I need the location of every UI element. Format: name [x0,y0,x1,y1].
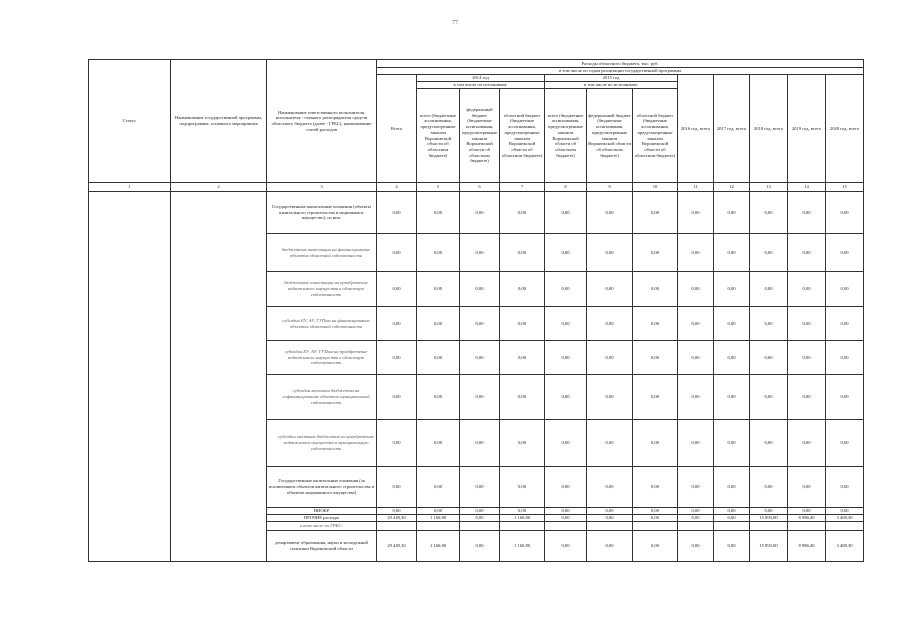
row-label: бюджетные инвестиции на финансирование объектов областной собственности [267,234,377,272]
value-cell: 0,00 [750,234,788,272]
value-cell: 0,00 [714,467,750,508]
row-label: в том числе по ГРБС: [267,521,377,530]
header-year-2016: 2016 год, всего [678,75,714,183]
program-cell [171,521,267,530]
value-cell: 0,00 [788,375,826,420]
value-cell: 1 160,80 [417,530,460,561]
value-cell: 0,00 [587,375,633,420]
value-cell: 0,00 [788,341,826,375]
value-cell: 0,00 [460,234,500,272]
row-label: ПРОЧИЕ расходы [267,514,377,521]
value-cell [750,521,788,530]
value-cell: 0,00 [417,272,460,307]
value-cell: 0,00 [500,420,545,467]
page-number: 77 [452,20,458,26]
status-cell [89,307,171,341]
value-cell: 0,00 [587,307,633,341]
value-cell: 0,00 [826,272,864,307]
value-cell: 0,00 [545,508,587,515]
header-total: Всего [377,75,417,183]
status-cell [89,420,171,467]
value-cell: 0,00 [417,341,460,375]
value-cell: 0,00 [826,192,864,234]
header-2014-src-regional: областной бюджет (бюджетные ассигнования, предусмотренные законом Воронежской области об областном бюджете) [500,89,545,183]
value-cell: 0,00 [714,530,750,561]
status-cell [89,508,171,515]
value-cell: 0,00 [545,375,587,420]
value-cell: 0,00 [587,192,633,234]
value-cell: 0,00 [545,467,587,508]
header-2015-by-sources: в том числе по источникам: [545,82,678,89]
header-2014-by-sources: в том числе по источникам: [417,82,545,89]
col-number: 7 [500,183,545,192]
value-cell: 0,00 [750,307,788,341]
value-cell: 0,00 [545,514,587,521]
status-cell [89,341,171,375]
header-year-2018: 2018 год, всего [750,75,788,183]
header-expenses-title: Расходы областного бюджета, тыс. руб. [377,60,864,68]
row-label: субсидии БУ, АУ, ГУПам на финансирование объектов областной собственности [267,307,377,341]
status-cell [89,521,171,530]
value-cell: 0,00 [500,508,545,515]
value-cell: 0,00 [500,307,545,341]
table-row [89,234,864,272]
value-cell: 0,00 [377,192,417,234]
value-cell: 0,00 [788,420,826,467]
value-cell: 0,00 [545,307,587,341]
row-label: департамент образования, науки и молодежной политики Воронежской области [267,530,377,561]
value-cell: 0,00 [377,508,417,515]
value-cell: 0,00 [545,272,587,307]
value-cell: 3 408,30 [826,530,864,561]
value-cell [678,521,714,530]
value-cell: 0,00 [633,375,678,420]
value-cell: 0,00 [826,307,864,341]
value-cell: 8 986,40 [788,514,826,521]
table-row [89,508,864,515]
value-cell: 0,00 [587,530,633,561]
col-number: 10 [633,183,678,192]
status-cell [89,530,171,561]
expenses-table [88,59,864,562]
row-label: бюджетные инвестиции на приобретение недвижимого имущества в областную собственность [267,272,377,307]
value-cell: 0,00 [460,530,500,561]
col-number: 14 [788,183,826,192]
value-cell: 0,00 [500,467,545,508]
value-cell: 0,00 [417,508,460,515]
row-label: Государственные капитальные вложения (за исключением объектов капитального строительства и объектов недвижимого имущества) [267,467,377,508]
header-2015-src-total: всего (бюджетные ассигнования, предусмотренные законом Воронежской области об областном бюджете) [545,89,587,183]
value-cell: 0,00 [750,467,788,508]
row-label: субсидии БУ, АУ, ГУПам на приобретение недвижимого имущества в областную собственность [267,341,377,375]
value-cell: 0,00 [714,272,750,307]
value-cell [500,521,545,530]
value-cell: 15 893,80 [750,530,788,561]
value-cell: 0,00 [788,467,826,508]
header-year-2017: 2017 год, всего [714,75,750,183]
value-cell: 0,00 [500,341,545,375]
value-cell: 0,00 [460,514,500,521]
value-cell: 29 449,30 [377,514,417,521]
value-cell: 0,00 [587,341,633,375]
value-cell: 0,00 [678,341,714,375]
value-cell: 3 408,30 [826,514,864,521]
header-year-2020: 2020 год, всего [826,75,864,183]
value-cell: 0,00 [545,341,587,375]
status-cell [89,514,171,521]
value-cell: 0,00 [460,307,500,341]
value-cell: 0,00 [460,508,500,515]
row-label: Государственные капитальные вложения (объекты капитального строительства и недвижимое имущество), из них: [267,192,377,234]
col-number: 8 [545,183,587,192]
program-cell [171,307,267,341]
value-cell: 0,00 [750,341,788,375]
value-cell: 0,00 [460,192,500,234]
value-cell: 1 160,80 [500,514,545,521]
program-cell [171,514,267,521]
value-cell: 0,00 [633,192,678,234]
value-cell: 0,00 [714,192,750,234]
program-cell [171,508,267,515]
table-row [89,467,864,508]
value-cell: 0,00 [788,272,826,307]
value-cell: 0,00 [826,420,864,467]
value-cell: 0,00 [417,467,460,508]
value-cell: 0,00 [678,307,714,341]
value-cell: 0,00 [500,192,545,234]
value-cell [826,521,864,530]
value-cell [545,521,587,530]
value-cell: 0,00 [750,375,788,420]
value-cell: 0,00 [633,234,678,272]
header-year-2019: 2019 год, всего [788,75,826,183]
value-cell: 0,00 [545,192,587,234]
col-number: 12 [714,183,750,192]
table-row [89,521,864,530]
value-cell: 0,00 [714,508,750,515]
value-cell: 0,00 [633,420,678,467]
header-2014-src-total: всего (бюджетные ассигнования, предусмотренные законом Воронежской области об областном бюджете) [417,89,460,183]
value-cell: 0,00 [678,375,714,420]
value-cell [377,521,417,530]
status-cell [89,375,171,420]
header-program-name: Наименование государственной программы, подпрограммы, основного мероприятия [171,60,267,183]
value-cell: 0,00 [678,467,714,508]
row-label: субсидии местным бюджетам на приобретение недвижимого имущества в муниципальную собственность [267,420,377,467]
header-2015-src-regional: областной бюджет (бюджетные ассигнования, предусмотренные законом Воронежской области об областном бюджете) [633,89,678,183]
value-cell: 0,00 [826,234,864,272]
value-cell [587,521,633,530]
value-cell: 0,00 [377,375,417,420]
value-cell: 0,00 [633,272,678,307]
value-cell: 0,00 [460,272,500,307]
col-number: 15 [826,183,864,192]
table-row [89,530,864,561]
program-cell [171,375,267,420]
value-cell [788,521,826,530]
value-cell: 0,00 [500,234,545,272]
status-cell [89,272,171,307]
value-cell: 0,00 [417,234,460,272]
value-cell: 0,00 [678,508,714,515]
value-cell: 0,00 [826,508,864,515]
status-cell [89,234,171,272]
value-cell [714,521,750,530]
value-cell: 0,00 [500,272,545,307]
value-cell: 0,00 [678,234,714,272]
value-cell: 0,00 [826,375,864,420]
table-row [89,514,864,521]
value-cell [417,521,460,530]
col-number: 1 [89,183,171,192]
value-cell: 15 893,80 [750,514,788,521]
value-cell: 0,00 [500,375,545,420]
col-number: 13 [750,183,788,192]
header-year-2014: 2014 год [417,75,545,82]
value-cell: 0,00 [460,467,500,508]
column-numbers-row [89,183,864,192]
value-cell: 0,00 [587,514,633,521]
header-2015-src-federal: федеральный бюджет (бюджетные ассигнования, предусмотренные законом Воронежской области об областном бюджете) [587,89,633,183]
value-cell: 0,00 [417,307,460,341]
value-cell: 0,00 [678,530,714,561]
value-cell: 0,00 [377,307,417,341]
value-cell: 0,00 [633,341,678,375]
value-cell: 0,00 [788,192,826,234]
col-number: 4 [377,183,417,192]
table-row [89,420,864,467]
value-cell: 0,00 [545,530,587,561]
value-cell: 0,00 [587,420,633,467]
value-cell: 8 986,40 [788,530,826,561]
value-cell: 0,00 [750,420,788,467]
row-label: НИОКР [267,508,377,515]
value-cell: 0,00 [545,420,587,467]
value-cell [633,521,678,530]
col-number: 9 [587,183,633,192]
value-cell: 0,00 [417,375,460,420]
value-cell: 0,00 [678,192,714,234]
value-cell: 0,00 [714,341,750,375]
table-row [89,307,864,341]
value-cell: 0,00 [377,272,417,307]
header-year-2015: 2015 год [545,75,678,82]
program-cell [171,192,267,234]
table-row [89,192,864,234]
value-cell: 0,00 [750,508,788,515]
value-cell: 0,00 [714,420,750,467]
status-cell [89,192,171,234]
value-cell: 0,00 [587,272,633,307]
value-cell: 0,00 [587,234,633,272]
value-cell: 0,00 [826,467,864,508]
value-cell: 0,00 [788,307,826,341]
value-cell: 0,00 [826,341,864,375]
table-row [89,272,864,307]
status-cell [89,467,171,508]
col-number: 6 [460,183,500,192]
table-row [89,375,864,420]
value-cell: 1 160,80 [417,514,460,521]
value-cell: 0,00 [788,234,826,272]
program-cell [171,341,267,375]
value-cell: 0,00 [678,514,714,521]
value-cell: 0,00 [460,341,500,375]
value-cell: 0,00 [633,467,678,508]
header-status: Статус [89,60,171,183]
value-cell: 0,00 [714,514,750,521]
value-cell: 0,00 [714,375,750,420]
value-cell: 1 160,80 [500,530,545,561]
col-number: 3 [267,183,377,192]
value-cell: 0,00 [545,234,587,272]
value-cell: 0,00 [788,508,826,515]
program-cell [171,272,267,307]
value-cell: 0,00 [587,467,633,508]
value-cell: 0,00 [417,192,460,234]
col-number: 11 [678,183,714,192]
col-number: 5 [417,183,460,192]
value-cell: 0,00 [417,420,460,467]
value-cell: 0,00 [377,341,417,375]
header-2014-src-federal: федеральный бюджет (бюджетные ассигнования, предусмотренные законом Воронежской области об областном бюджете) [460,89,500,183]
table-body [89,192,864,562]
program-cell [171,467,267,508]
value-cell: 0,00 [460,420,500,467]
value-cell: 0,00 [750,192,788,234]
header-executor: Наименование ответственного исполнителя, исполнителя - главного распорядителя средств областного бюджета (далее - ГРБС), наименование статей расходов [267,60,377,183]
value-cell: 0,00 [377,234,417,272]
program-cell [171,234,267,272]
value-cell: 0,00 [377,420,417,467]
value-cell: 0,00 [678,272,714,307]
value-cell: 0,00 [460,375,500,420]
program-cell [171,530,267,561]
value-cell: 29 449,30 [377,530,417,561]
col-number: 2 [171,183,267,192]
value-cell: 0,00 [678,420,714,467]
value-cell [460,521,500,530]
value-cell: 0,00 [377,467,417,508]
value-cell: 0,00 [587,508,633,515]
value-cell: 0,00 [633,530,678,561]
value-cell: 0,00 [750,272,788,307]
value-cell: 0,00 [633,508,678,515]
program-cell [171,420,267,467]
value-cell: 0,00 [714,307,750,341]
header-by-years: в том числе по годам реализации государственной программы [377,68,864,75]
value-cell: 0,00 [633,307,678,341]
value-cell: 0,00 [714,234,750,272]
row-label: субсидии местным бюджетам на софинансирование объектов муниципальной собственности [267,375,377,420]
table-row [89,341,864,375]
value-cell: 0,00 [633,514,678,521]
